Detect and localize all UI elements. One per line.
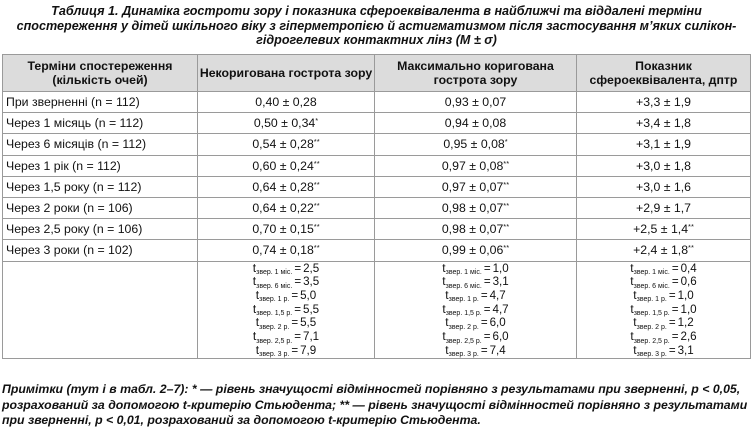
t-statistic <box>375 260 576 277</box>
cell-term-value: При зверненні (n = 112) <box>6 95 140 110</box>
header-term: Терміни спостереження (кількість очей) <box>3 55 198 92</box>
t-symbol: t <box>445 287 449 302</box>
t-subscript: звер. 2 р. <box>259 323 290 331</box>
data-table <box>2 54 751 359</box>
significance-mark: ** <box>313 243 320 253</box>
cell-ucva <box>198 134 375 155</box>
cell-term <box>3 155 198 176</box>
table-row <box>3 134 751 155</box>
equals-sign: = <box>294 275 302 289</box>
t-symbol: t <box>255 287 260 302</box>
cell-term <box>3 219 198 240</box>
t-value: 7,9 <box>300 343 317 357</box>
t-symbol: t <box>252 329 257 344</box>
t-value: 7,1 <box>303 330 320 344</box>
cell-ucva-value: 0,70 ± 0,15 <box>252 222 314 237</box>
cell-ucva-value: 0,50 ± 0,34 <box>253 116 316 131</box>
table-row <box>3 155 751 176</box>
t-symbol: t <box>630 301 634 316</box>
t-symbol: t <box>445 342 449 357</box>
equals-sign: = <box>483 330 491 344</box>
cell-se <box>577 197 751 218</box>
t-subscript: звер. 2,5 р. <box>256 337 293 345</box>
significance-mark: ** <box>503 201 510 211</box>
t-subscript: звер. 2 р. <box>636 323 667 331</box>
cell-se <box>577 240 751 261</box>
cell-term-value: Через 2 роки (n = 106) <box>6 201 133 216</box>
t-subscript: звер. 2,5 р. <box>633 337 670 345</box>
cell-se-value: +2,9 ± 1,7 <box>636 201 691 216</box>
table-row <box>3 92 751 113</box>
cell-bcva <box>375 197 577 218</box>
stats-cell-bcva <box>375 261 577 359</box>
cell-term <box>3 92 198 113</box>
header-bcva: Максимально коригована гострота зору <box>375 55 577 92</box>
equals-sign: = <box>671 302 679 316</box>
equals-sign: = <box>668 316 676 330</box>
t-value: 0,4 <box>680 261 697 275</box>
t-value: 5,5 <box>303 302 320 316</box>
header-se: Показник сфероеквівалента, дптр <box>577 55 751 92</box>
cell-bcva-value: 0,95 ± 0,08 <box>443 137 505 152</box>
t-symbol: t <box>445 315 449 330</box>
cell-term-value: Через 6 місяців (n = 112) <box>6 137 147 152</box>
t-value: 5,5 <box>300 316 317 330</box>
cell-ucva <box>198 92 375 113</box>
t-subscript: звер. 2,5 р. <box>445 337 482 345</box>
cell-se-value: +2,4 ± 1,8 <box>633 243 689 258</box>
cell-bcva-value: 0,99 ± 0,06 <box>441 243 504 258</box>
t-value: 1,2 <box>677 316 694 330</box>
significance-mark: ** <box>688 243 694 253</box>
t-value: 2,6 <box>680 330 697 344</box>
cell-se <box>577 176 751 197</box>
equals-sign: = <box>668 288 676 302</box>
table-row <box>3 219 751 240</box>
cell-bcva <box>375 92 577 113</box>
t-symbol: t <box>252 260 257 275</box>
t-subscript: звер. 6 міс. <box>256 282 293 290</box>
cell-bcva <box>375 134 577 155</box>
cell-se-value: +2,5 ± 1,4 <box>633 222 689 237</box>
stats-empty-cell <box>3 261 198 359</box>
significance-mark: * <box>504 137 508 147</box>
t-symbol: t <box>630 260 634 275</box>
header-ucva: Некоригована гострота зору <box>198 55 375 92</box>
t-subscript: звер. 6 міс. <box>633 282 670 290</box>
equals-sign: = <box>671 261 679 275</box>
cell-se-value: +3,4 ± 1,8 <box>636 116 691 131</box>
cell-bcva-value: 0,93 ± 0,07 <box>444 95 507 110</box>
cell-bcva <box>375 219 577 240</box>
cell-term <box>3 113 198 134</box>
significance-mark: ** <box>503 243 510 253</box>
significance-mark: ** <box>313 137 320 147</box>
cell-ucva-value: 0,74 ± 0,18 <box>252 243 314 258</box>
t-subscript: звер. 1 р. <box>448 296 479 304</box>
significance-mark: ** <box>313 158 320 168</box>
significance-mark: * <box>315 116 319 126</box>
cell-ucva-value: 0,54 ± 0,28 <box>252 137 314 152</box>
t-statistic <box>198 260 374 277</box>
table-row <box>3 176 751 197</box>
cell-bcva <box>375 155 577 176</box>
cell-ucva-value: 0,64 ± 0,22 <box>252 201 314 216</box>
t-symbol: t <box>442 301 446 316</box>
caption-text: Динаміка гостроти зору і показника сфероеквівалента в найближчі та віддалені терміни спостереження у дітей шкільного віку з гіперметропією й астигматизмом після застосування м’яких силікон-гідрогелевих контактних лінз (M ± σ) <box>16 4 737 47</box>
cell-term-value: Через 1 місяць (n = 112) <box>6 116 144 131</box>
equals-sign: = <box>291 288 299 302</box>
cell-bcva <box>375 240 577 261</box>
table-caption <box>0 4 753 48</box>
t-subscript: звер. 3 р. <box>448 351 479 359</box>
equals-sign: = <box>480 288 488 302</box>
t-value: 6,0 <box>489 316 506 330</box>
equals-sign: = <box>291 343 299 357</box>
table-note: Примітки (тут і в табл. 2–7): * — рівень значущості відмінностей порівняно з результатами при зверненні, p < 0,05, розрахований за допомогою t-критерію Стьюдента; ** — рівень значущості відмінностей порівняно з результатами при зверненні, p < 0,01, розрахований за допомогою t-критерію Стьюдента. <box>2 382 748 427</box>
cell-ucva-value: 0,60 ± 0,24 <box>252 158 314 173</box>
equals-sign: = <box>671 275 679 289</box>
cell-bcva-value: 0,98 ± 0,07 <box>441 222 504 237</box>
cell-term-value: Через 3 роки (n = 102) <box>6 243 133 258</box>
equals-sign: = <box>483 275 491 289</box>
t-subscript: звер. 3 р. <box>636 351 667 359</box>
significance-mark: ** <box>688 222 694 232</box>
t-statistic <box>577 260 750 277</box>
t-subscript: звер. 1,5 р. <box>256 310 293 318</box>
t-subscript: звер. 1 міс. <box>445 269 482 276</box>
t-subscript: звер. 1 р. <box>259 296 290 304</box>
t-value: 3,1 <box>677 343 694 357</box>
t-subscript: звер. 3 р. <box>259 351 290 359</box>
t-symbol: t <box>630 274 634 289</box>
cell-se <box>577 113 751 134</box>
t-symbol: t <box>633 287 637 302</box>
t-symbol: t <box>442 274 446 289</box>
cell-ucva-value: 0,40 ± 0,28 <box>255 95 317 110</box>
header-row <box>3 55 751 92</box>
table-row <box>3 113 751 134</box>
t-symbol: t <box>255 342 260 357</box>
t-value: 6,0 <box>492 330 509 344</box>
t-subscript: звер. 1 міс. <box>633 269 670 276</box>
table-row <box>3 197 751 218</box>
cell-bcva-value: 0,94 ± 0,08 <box>444 116 507 131</box>
t-symbol: t <box>630 329 634 344</box>
t-subscript: звер. 1,5 р. <box>633 310 670 318</box>
cell-ucva <box>198 113 375 134</box>
t-subscript: звер. 6 міс. <box>445 282 482 290</box>
cell-se-value: +3,3 ± 1,9 <box>636 95 691 110</box>
equals-sign: = <box>294 261 302 275</box>
cell-se-value: +3,0 ± 1,6 <box>636 179 691 194</box>
cell-term-value: Через 1,5 року (n = 112) <box>6 179 142 194</box>
t-symbol: t <box>442 260 446 275</box>
cell-term <box>3 240 198 261</box>
caption-label: Таблиця 1. <box>51 4 119 18</box>
cell-bcva-value: 0,97 ± 0,08 <box>441 158 504 173</box>
cell-bcva-value: 0,97 ± 0,07 <box>441 179 504 194</box>
t-symbol: t <box>252 301 257 316</box>
cell-se <box>577 134 751 155</box>
significance-mark: ** <box>313 179 320 189</box>
cell-term-value: Через 2,5 року (n = 106) <box>6 222 143 237</box>
cell-se <box>577 219 751 240</box>
equals-sign: = <box>668 343 676 357</box>
t-value: 7,4 <box>489 343 506 357</box>
cell-ucva <box>198 155 375 176</box>
t-value: 5,0 <box>300 288 317 302</box>
equals-sign: = <box>294 302 302 316</box>
t-subscript: звер. 1,5 р. <box>445 310 482 318</box>
cell-term <box>3 197 198 218</box>
t-value: 2,5 <box>303 261 320 275</box>
significance-mark: ** <box>503 222 510 232</box>
cell-ucva <box>198 176 375 197</box>
cell-ucva <box>198 197 375 218</box>
cell-ucva-value: 0,64 ± 0,28 <box>252 179 314 194</box>
significance-mark: ** <box>313 201 320 211</box>
equals-sign: = <box>483 302 491 316</box>
cell-term-value: Через 1 рік (n = 112) <box>6 158 121 173</box>
t-symbol: t <box>255 315 260 330</box>
t-subscript: звер. 2 р. <box>448 323 479 331</box>
t-value: 3,1 <box>492 275 509 289</box>
equals-sign: = <box>480 316 488 330</box>
table-row <box>3 240 751 261</box>
t-symbol: t <box>633 315 637 330</box>
cell-se-value: +3,1 ± 1,9 <box>636 137 691 152</box>
t-value: 1,0 <box>492 261 509 275</box>
t-value: 4,7 <box>489 288 506 302</box>
t-subscript: звер. 1 р. <box>636 296 667 304</box>
significance-mark: ** <box>503 179 510 189</box>
t-value: 1,0 <box>677 288 694 302</box>
cell-ucva <box>198 219 375 240</box>
t-value: 1,0 <box>680 302 697 316</box>
equals-sign: = <box>480 343 488 357</box>
cell-se <box>577 155 751 176</box>
cell-ucva <box>198 240 375 261</box>
significance-mark: ** <box>503 158 510 168</box>
equals-sign: = <box>671 330 679 344</box>
t-symbol: t <box>442 329 446 344</box>
cell-term <box>3 134 198 155</box>
cell-bcva <box>375 113 577 134</box>
t-value: 3,5 <box>303 275 320 289</box>
cell-term <box>3 176 198 197</box>
stats-cell-se <box>577 261 751 359</box>
t-subscript: звер. 1 міс. <box>256 269 293 276</box>
cell-se <box>577 92 751 113</box>
equals-sign: = <box>483 261 491 275</box>
t-value: 4,7 <box>492 302 509 316</box>
t-symbol: t <box>252 274 257 289</box>
cell-bcva <box>375 176 577 197</box>
cell-se-value: +3,0 ± 1,8 <box>636 158 691 173</box>
t-value: 0,6 <box>680 275 697 289</box>
stats-row <box>3 261 751 359</box>
equals-sign: = <box>294 330 302 344</box>
stats-cell-ucva <box>198 261 375 359</box>
significance-mark: ** <box>313 222 320 232</box>
t-symbol: t <box>633 342 637 357</box>
equals-sign: = <box>291 316 299 330</box>
cell-bcva-value: 0,98 ± 0,07 <box>441 201 504 216</box>
